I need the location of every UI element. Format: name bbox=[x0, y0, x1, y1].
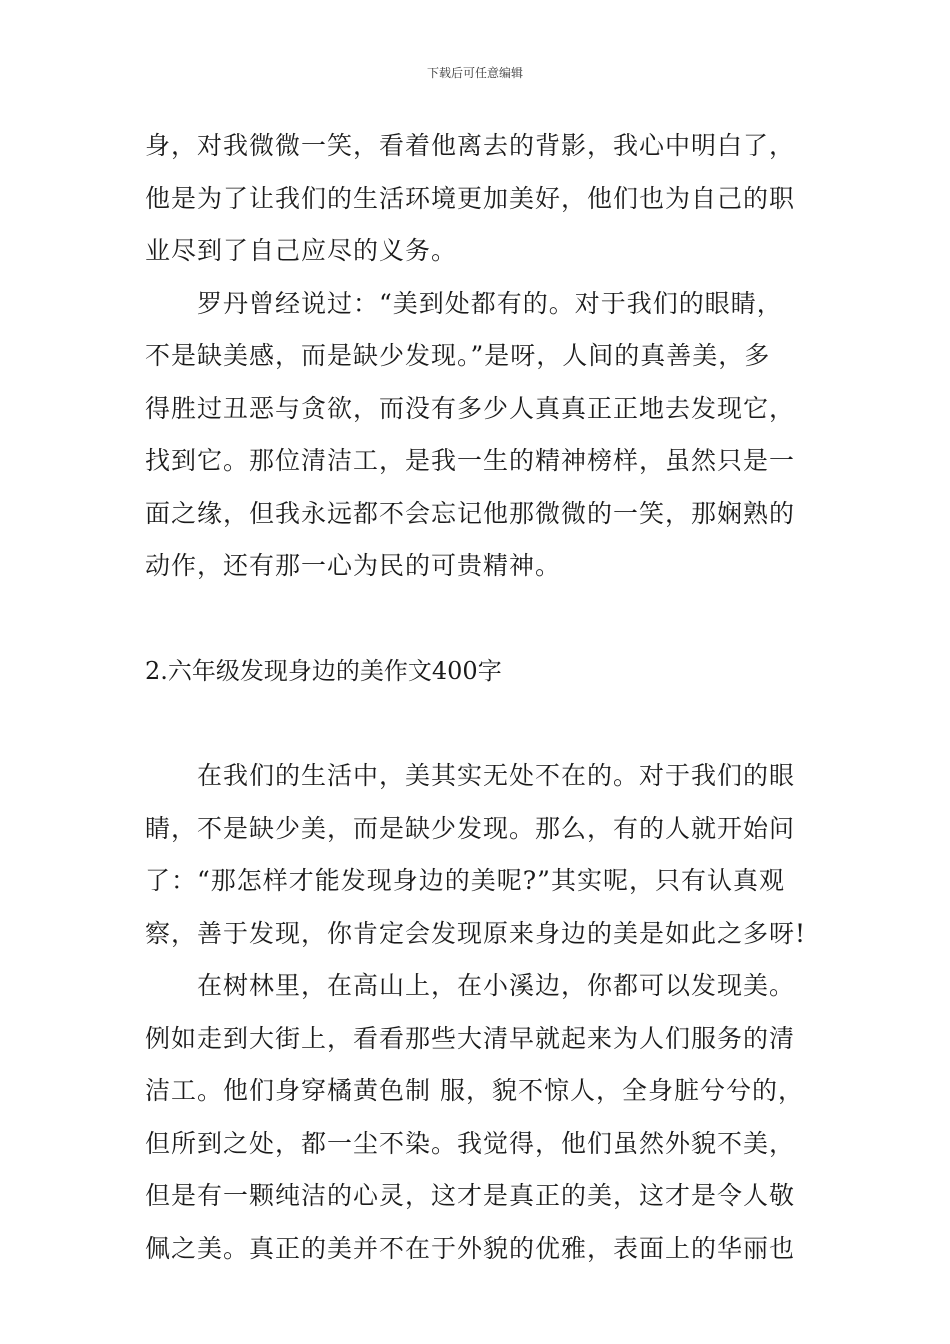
text-line: 察，善于发现，你肯定会发现原来身边的美是如此之多呀! bbox=[145, 918, 807, 948]
text-line: 佩之美。真正的美并不在于外貌的优雅，表面上的华丽也 bbox=[145, 1233, 796, 1263]
text-line: 但是有一颗纯洁的心灵，这才是真正的美，这才是令人敬 bbox=[145, 1181, 796, 1210]
document-body bbox=[145, 120, 810, 1275]
spacer bbox=[145, 593, 810, 646]
paragraph-4 bbox=[145, 960, 810, 1275]
text-line: 了：“那怎样才能发现身边的美呢?”其实呢，只有认真观 bbox=[145, 866, 785, 895]
paragraph-3 bbox=[145, 750, 810, 960]
text-line: 在树林里，在高山上，在小溪边，你都可以发现美。 bbox=[197, 971, 796, 1000]
text-line: 但所到之处，都一尘不染。我觉得，他们虽然外貌不美， bbox=[145, 1128, 796, 1158]
text-line: 身，对我微微一笑，看着他离去的背影，我心中明白了， bbox=[145, 131, 796, 160]
page-header-note: 下载后可任意编辑 bbox=[426, 66, 523, 80]
text-line: 找到它。那位清洁工，是我一生的精神榜样，虽然只是一 bbox=[145, 446, 796, 475]
text-line: 他是为了让我们的生活环境更加美好，他们也为自己的职 bbox=[145, 183, 796, 213]
section-title: 2.六年级发现身边的美作文400字 bbox=[145, 657, 502, 685]
text-line: 罗丹曾经说过：“美到处都有的。对于我们的眼睛， bbox=[197, 288, 783, 318]
text-line: 在我们的生活中，美其实无处不在的。对于我们的眼 bbox=[197, 761, 796, 790]
spacer bbox=[145, 698, 810, 751]
text-line: 不是缺美感，而是缺少发现。”是呀，人间的真善美，多 bbox=[145, 341, 771, 370]
paragraph-2 bbox=[145, 278, 810, 593]
paragraph-1 bbox=[145, 120, 810, 278]
text-line: 睛，不是缺少美，而是缺少发现。那么，有的人就开始问 bbox=[145, 813, 796, 843]
text-line: 例如走到大街上，看看那些大清早就起来为人们服务的清 bbox=[145, 1023, 796, 1053]
text-line: 洁工。他们身穿橘黄色制 服，貌不惊人，全身脏兮兮的， bbox=[145, 1076, 804, 1105]
text-line: 得胜过丑恶与贪欲，而没有多少人真真正正地去发现它， bbox=[145, 393, 796, 423]
text-line: 业尽到了自己应尽的义务。 bbox=[145, 236, 458, 265]
text-line: 面之缘，但我永远都不会忘记他那微微的一笑，那娴熟的 bbox=[145, 498, 796, 528]
text-line: 动作，还有那一心为民的可贵精神。 bbox=[145, 551, 562, 580]
